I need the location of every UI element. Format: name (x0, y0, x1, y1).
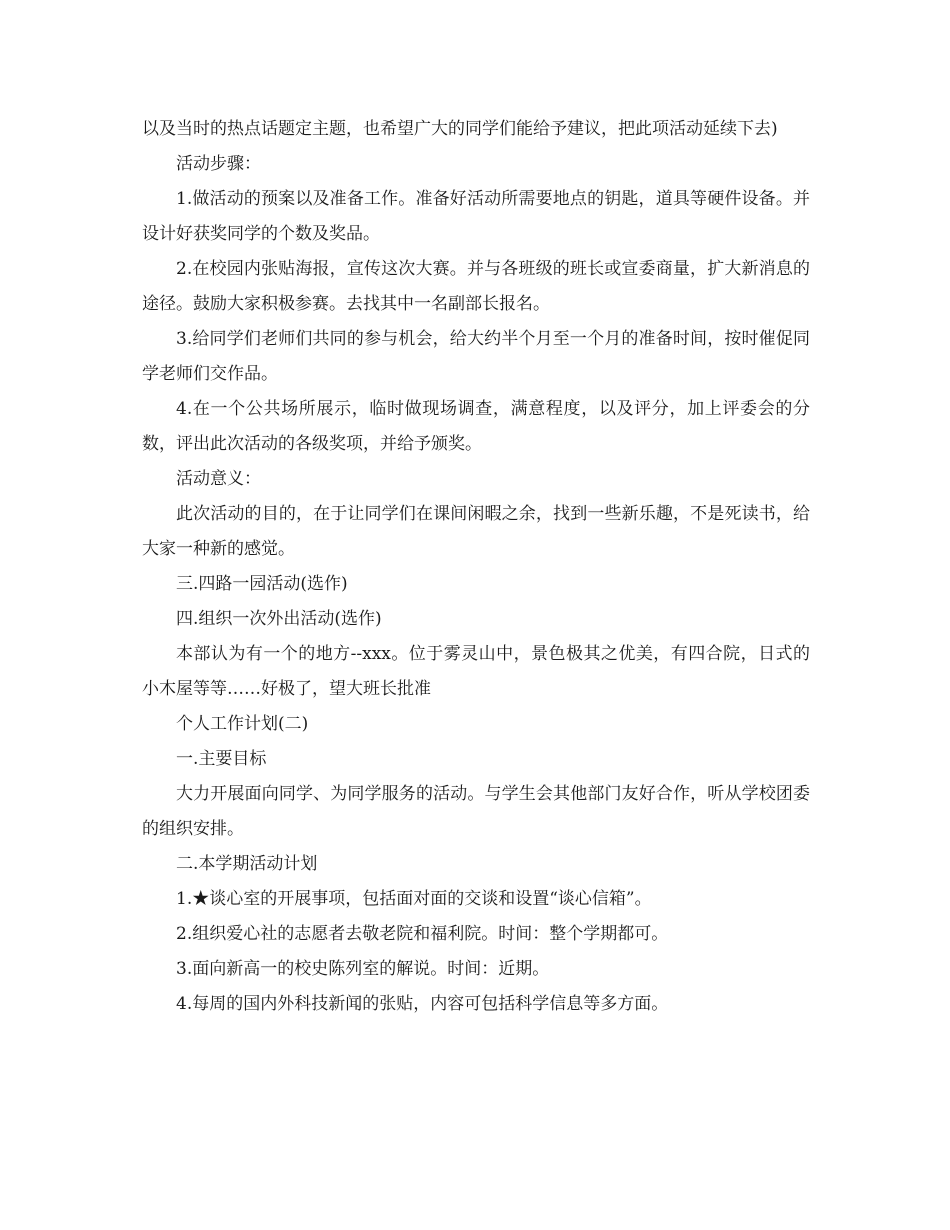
heading-activity-meaning: 活动意义： (176, 469, 261, 489)
paragraph-activity-meaning: 此次活动的目的，在于让同学们在课间闲暇之余，找到一些新乐趣，不是死读书，给大家一种新的感觉。 (142, 504, 810, 559)
heading-main-goal: 一.主要目标 (176, 749, 267, 769)
paragraph-outing: 本部认为有一个的地方--xxx。位于雾灵山中，景色极其之优美，有四合院，日式的小木屋等等……好极了，望大班长批准 (142, 644, 810, 699)
plan-item-2: 2.组织爱心社的志愿者去敬老院和福利院。时间：整个学期都可。 (176, 924, 669, 944)
plan-item-1: 1.★谈心室的开展事项，包括面对面的交谈和设置“谈心信箱”。 (176, 889, 652, 909)
plan-item-3: 3.面向新高一的校史陈列室的解说。时间：近期。 (176, 959, 550, 979)
section-three: 三.四路一园活动(选作) (176, 574, 348, 594)
section-four: 四.组织一次外出活动(选作) (176, 609, 382, 629)
heading-semester-plan: 二.本学期活动计划 (176, 854, 318, 874)
document-body (142, 112, 810, 1022)
plan-item-4: 4.每周的国内外科技新闻的张贴，内容可包括科学信息等多方面。 (176, 994, 669, 1014)
heading-activity-steps: 活动步骤： (176, 154, 261, 174)
step-4: 4.在一个公共场所展示，临时做现场调查，满意程度，以及评分，加上评委会的分数，评出此次活动的各级奖项，并给予颁奖。 (142, 399, 810, 454)
step-1: 1.做活动的预案以及准备工作。准备好活动所需要地点的钥匙，道具等硬件设备。并设计好获奖同学的个数及奖品。 (142, 189, 810, 244)
heading-work-plan-two: 个人工作计划(二) (176, 714, 309, 734)
step-3: 3.给同学们老师们共同的参与机会，给大约半个月至一个月的准备时间，按时催促同学老师们交作品。 (142, 329, 810, 384)
paragraph-continuation: 以及当时的热点话题定主题，也希望广大的同学们能给予建议，把此项活动延续下去) (142, 119, 778, 139)
paragraph-main-goal: 大力开展面向同学、为同学服务的活动。与学生会其他部门友好合作，听从学校团委的组织安排。 (142, 784, 810, 839)
step-2: 2.在校园内张贴海报，宣传这次大赛。并与各班级的班长或宣委商量，扩大新消息的途径。鼓励大家积极参赛。去找其中一名副部长报名。 (142, 259, 810, 314)
